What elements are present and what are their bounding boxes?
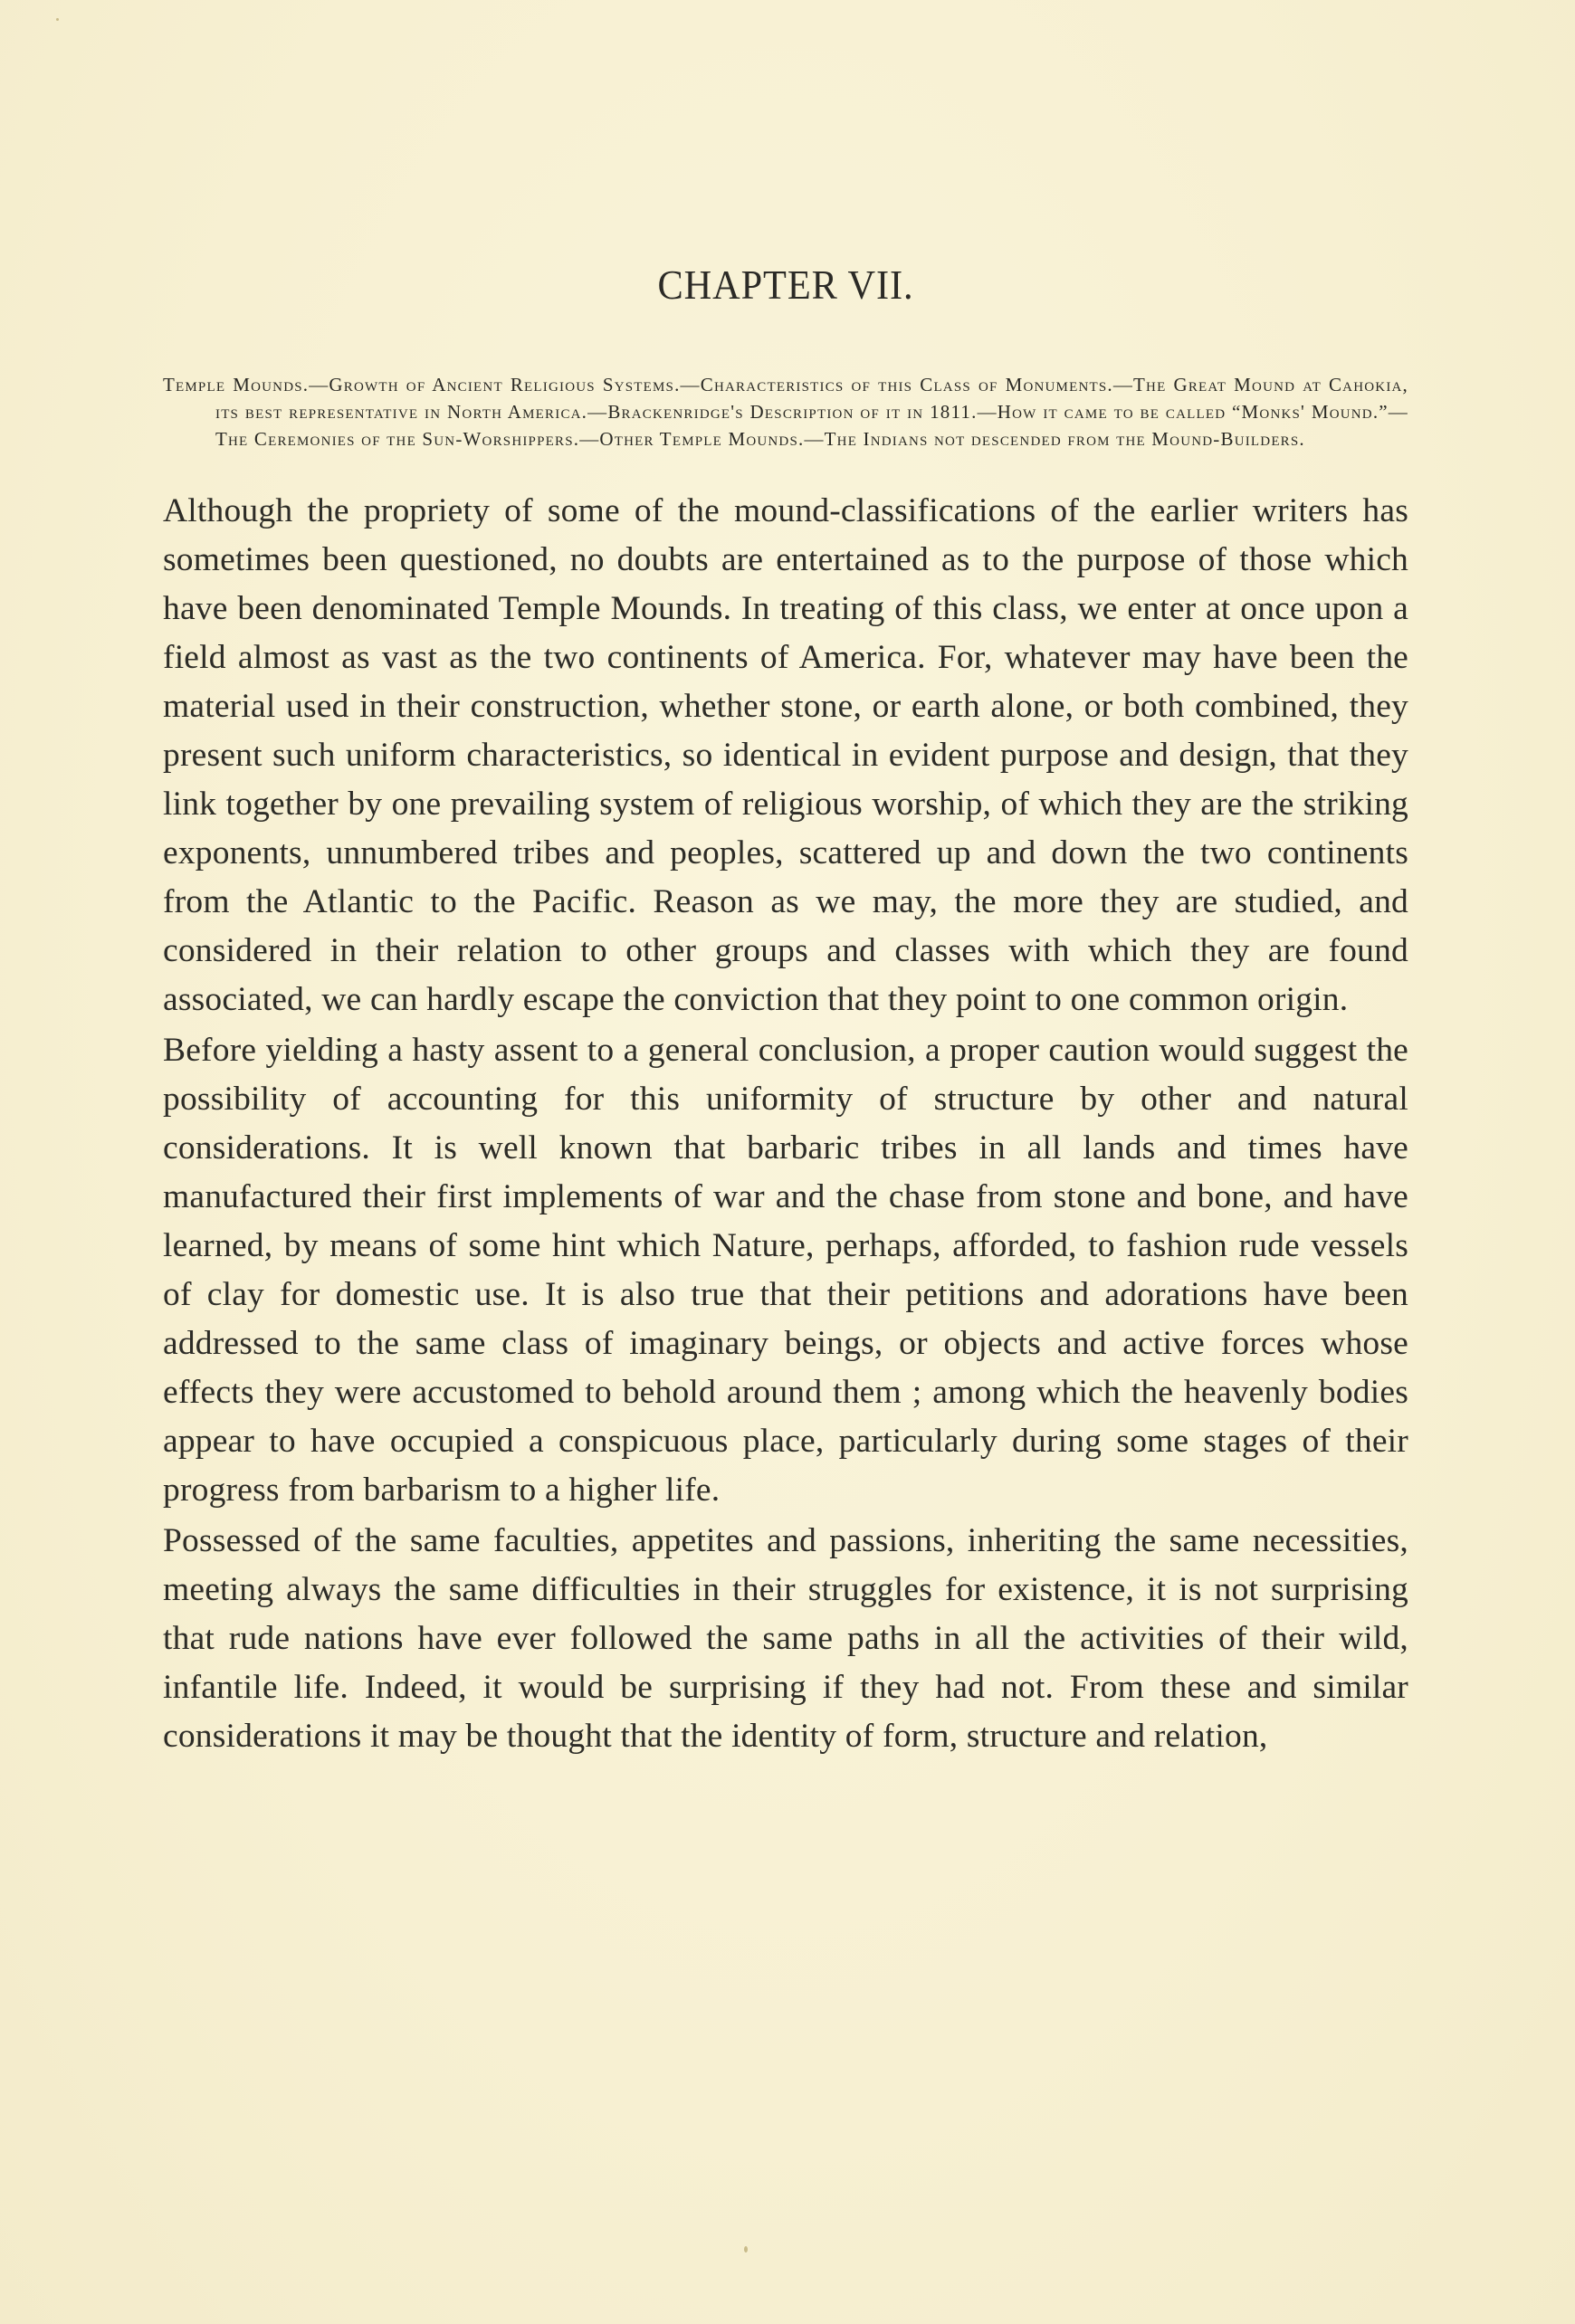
paper-speck bbox=[744, 2246, 748, 2253]
chapter-title: CHAPTER VII. bbox=[657, 262, 914, 308]
chapter-summary: Temple Mounds.—Growth of Ancient Religious Systems.—Characteristics of this Class of Monuments.—The Great Mound at Cahokia, its best representative in North America.—Brackenridge's Description of it in 1811.—How it came to be called “Monks' Mound.”—The Ceremonies of the Sun-Worshippers.—Other Temple Mounds.—The Indians not descended from the Mound-Builders. bbox=[163, 374, 1408, 450]
paragraph: Possessed of the same faculties, appetites and passions, inheriting the same necessities, meeting always the same difficulties in their struggles for existence, it is not surprising that rude nations have ever followed the same paths in all the activities of their wild, infantile life. Indeed, it would be surprising if they had not. From these and similar considerations it may be thought that the identity of form, structure and relation, bbox=[163, 1522, 1408, 1755]
paragraph: Although the propriety of some of the mound-classifications of the earlier writers has sometimes been questioned, no doubts are entertained as to the purpose of those which have been denominated Temple Mounds. In treating of this class, we enter at once upon a field almost as vast as the two continents of America. For, whatever may have been the material used in their construction, whether stone, or earth alone, or both combined, they present such uniform characteristics, so identical in evident purpose and design, that they link together by one prevailing system of religious worship, of which they are the striking exponents, unnumbered tribes and peoples, scattered up and down the two continents from the Atlantic to the Pacific. Reason as we may, the more they are studied, and considered in their relation to other groups and classes with which they are found associated, we can hardly escape the conviction that they point to one common origin. bbox=[163, 492, 1408, 1018]
paper-speck bbox=[56, 18, 59, 21]
paragraph: Before yielding a hasty assent to a general conclusion, a proper caution would suggest the possibility of accounting for this uniformity of structure by other and natural considerations. It is well known that barbaric tribes in all lands and times have manufactured their first implements of war and the chase from stone and bone, and have learned, by means of some hint which Nature, perhaps, afforded, to fashion rude vessels of clay for domestic use. It is also true that their petitions and adorations have been addressed to the same class of imaginary beings, or objects and active forces whose effects they were accustomed to behold around them ; among which the heavenly bodies appear to have occupied a conspicuous place, particularly during some stages of their progress from barbarism to a higher life. bbox=[163, 1032, 1408, 1509]
chapter-body bbox=[163, 487, 1408, 1761]
book-page bbox=[163, 262, 1408, 1761]
